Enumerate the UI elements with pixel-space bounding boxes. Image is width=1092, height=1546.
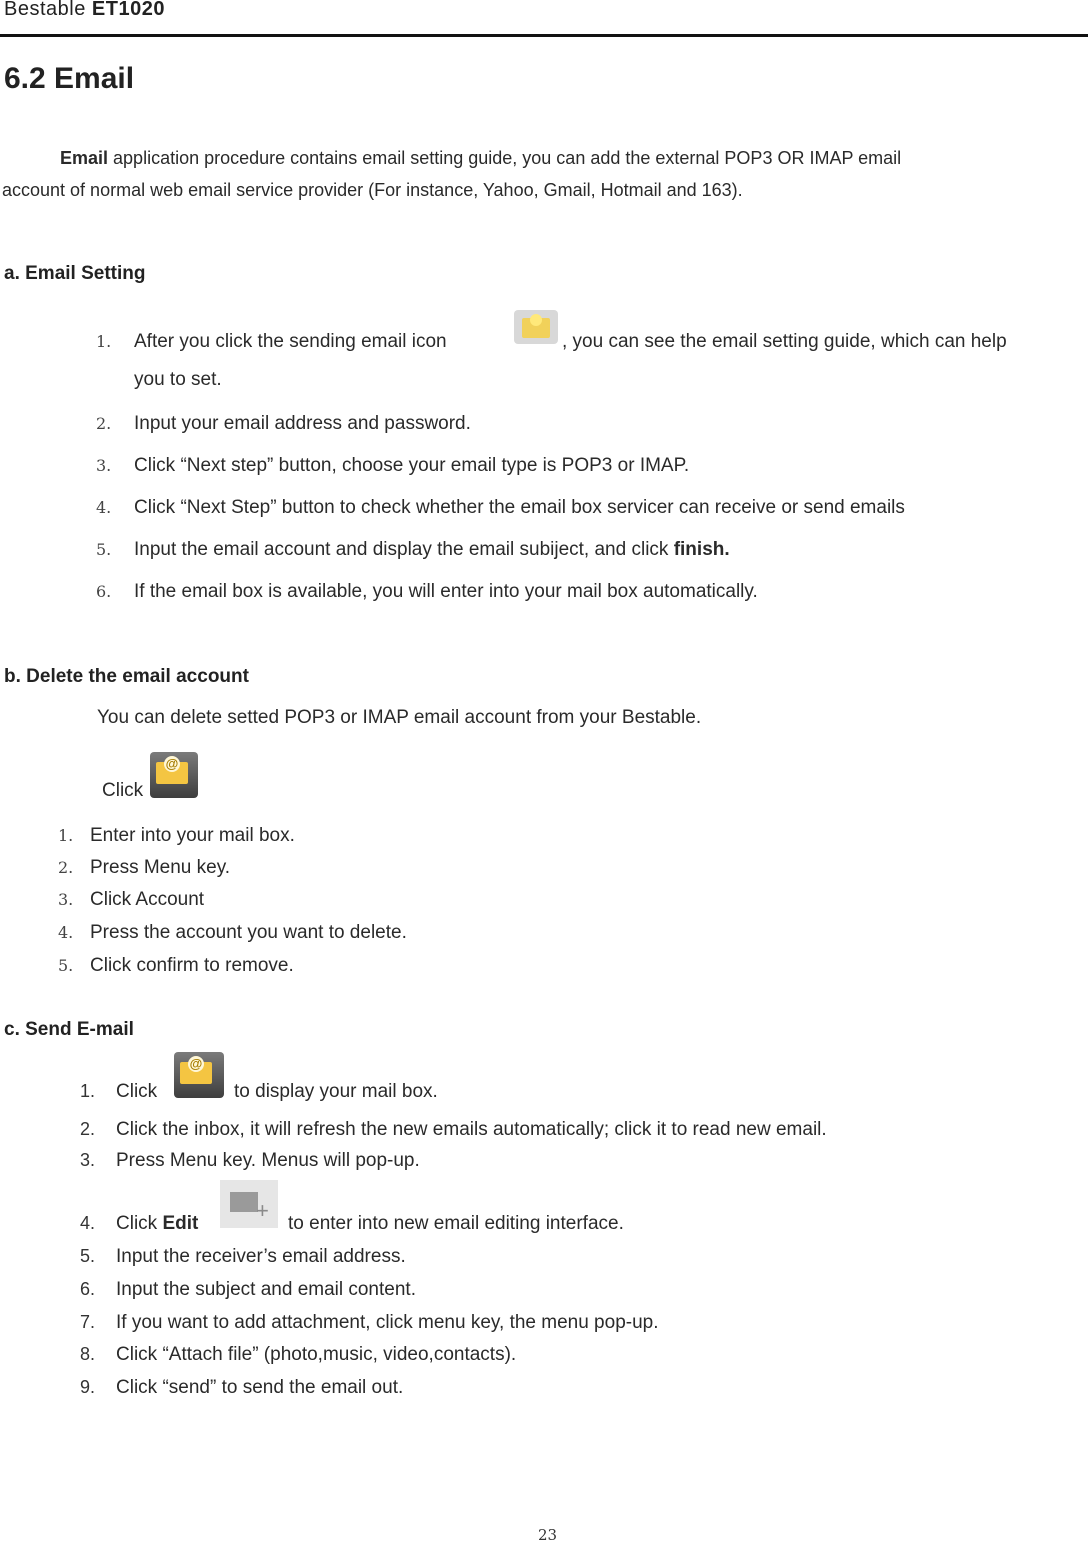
header-rule — [0, 34, 1088, 37]
list-text: Click “Attach file” (photo,music, video,contacts). — [116, 1344, 517, 1365]
mail-app-icon: @ — [174, 1052, 224, 1098]
list-text: Click “Next Step” button to check whether the email box servicer can receive or send emails — [134, 497, 905, 518]
list-item — [58, 955, 294, 977]
compose-email-icon: + — [220, 1180, 278, 1228]
list-number: 6. — [80, 1279, 96, 1299]
list-item — [96, 497, 905, 519]
edit-label: Edit — [162, 1213, 199, 1234]
list-number: 8. — [80, 1344, 96, 1364]
list-number: 3. — [96, 456, 112, 475]
document-header — [4, 0, 165, 21]
intro-lead: Email — [60, 148, 109, 168]
click-label: Click — [102, 780, 144, 801]
list-number: 4. — [96, 498, 112, 517]
list-text: Input the subject and email content. — [116, 1279, 416, 1300]
list-text: If you want to add attachment, click menu key, the menu pop-up. — [116, 1312, 659, 1333]
list-item — [80, 1213, 198, 1235]
list-number: 4. — [58, 923, 74, 942]
list-item — [80, 1150, 420, 1172]
list-text-continued: , you can see the email setting guide, which can help — [562, 331, 1007, 352]
list-text-line2: you to set. — [134, 369, 222, 390]
list-item — [80, 1246, 406, 1268]
list-item — [80, 1119, 827, 1141]
list-item — [58, 825, 295, 847]
list-text: Click confirm to remove. — [90, 955, 294, 976]
list-text: Enter into your mail box. — [90, 825, 295, 846]
list-number: 3. — [58, 890, 74, 909]
list-text: Input the email account and display the email subiject, and click — [134, 539, 674, 560]
list-text-continued: to enter into new email editing interface. — [288, 1213, 624, 1234]
list-item — [96, 455, 689, 477]
list-item — [96, 539, 730, 561]
list-item — [58, 922, 407, 944]
list-number: 2. — [80, 1119, 96, 1139]
list-text: After you click the sending email icon — [134, 331, 447, 352]
list-text-continued: to display your mail box. — [234, 1081, 438, 1102]
list-item — [80, 1377, 403, 1399]
list-text: If the email box is available, you will enter into your mail box automatically. — [134, 581, 758, 602]
list-item — [58, 889, 204, 911]
list-number: 9. — [80, 1377, 96, 1397]
list-item — [96, 331, 447, 353]
intro-line1-text: application procedure contains email setting guide, you can add the external POP3 OR IMAP email — [108, 148, 902, 168]
list-text: Press Menu key. Menus will pop-up. — [116, 1150, 420, 1171]
list-number: 1. — [80, 1081, 96, 1101]
model-name: ET1020 — [91, 0, 165, 20]
page-title: 6.2 Email — [4, 62, 135, 95]
list-item — [80, 1279, 416, 1301]
page-number: 23 — [538, 1526, 558, 1544]
list-number: 6. — [96, 582, 112, 601]
list-number: 1. — [96, 332, 112, 351]
list-number: 5. — [96, 540, 112, 559]
list-number: 2. — [58, 858, 74, 877]
list-text: Click — [116, 1213, 163, 1234]
intro-paragraph-line1 — [60, 148, 901, 169]
section-a-heading: a. Email Setting — [4, 263, 146, 284]
list-text: Input your email address and password. — [134, 413, 471, 434]
list-text: Click “send” to send the email out. — [116, 1377, 404, 1398]
brand-name: Bestable — [4, 0, 86, 20]
list-number: 5. — [80, 1246, 96, 1266]
list-item — [58, 857, 230, 879]
list-text: Click — [116, 1081, 158, 1102]
list-number: 4. — [80, 1213, 96, 1233]
section-b-intro: You can delete setted POP3 or IMAP email account from your Bestable. — [97, 707, 702, 728]
list-text: Press Menu key. — [90, 857, 231, 878]
list-item — [96, 581, 758, 603]
send-email-icon — [514, 310, 558, 344]
list-number: 1. — [58, 826, 74, 845]
list-number: 2. — [96, 414, 112, 433]
section-c-heading: c. Send E-mail — [4, 1019, 134, 1040]
list-text: Press the account you want to delete. — [90, 922, 407, 943]
list-item — [80, 1344, 516, 1366]
mail-app-icon: @ — [150, 752, 198, 798]
list-item — [80, 1081, 157, 1103]
list-number: 7. — [80, 1312, 96, 1332]
list-text: Click the inbox, it will refresh the new emails automatically; click it to read new email. — [116, 1119, 827, 1140]
list-text: Click “Next step” button, choose your email type is POP3 or IMAP. — [134, 455, 690, 476]
list-item — [80, 1312, 659, 1334]
section-b-heading: b. Delete the email account — [4, 666, 249, 687]
list-text-bold: finish. — [673, 539, 730, 560]
list-number: 5. — [58, 956, 74, 975]
list-text: Click Account — [90, 889, 205, 910]
list-item — [96, 413, 471, 435]
list-text: Input the receiver’s email address. — [116, 1246, 406, 1267]
list-number: 3. — [80, 1150, 96, 1170]
intro-paragraph-line2: account of normal web email service provider (For instance, Yahoo, Gmail, Hotmail and 163). — [2, 180, 743, 200]
